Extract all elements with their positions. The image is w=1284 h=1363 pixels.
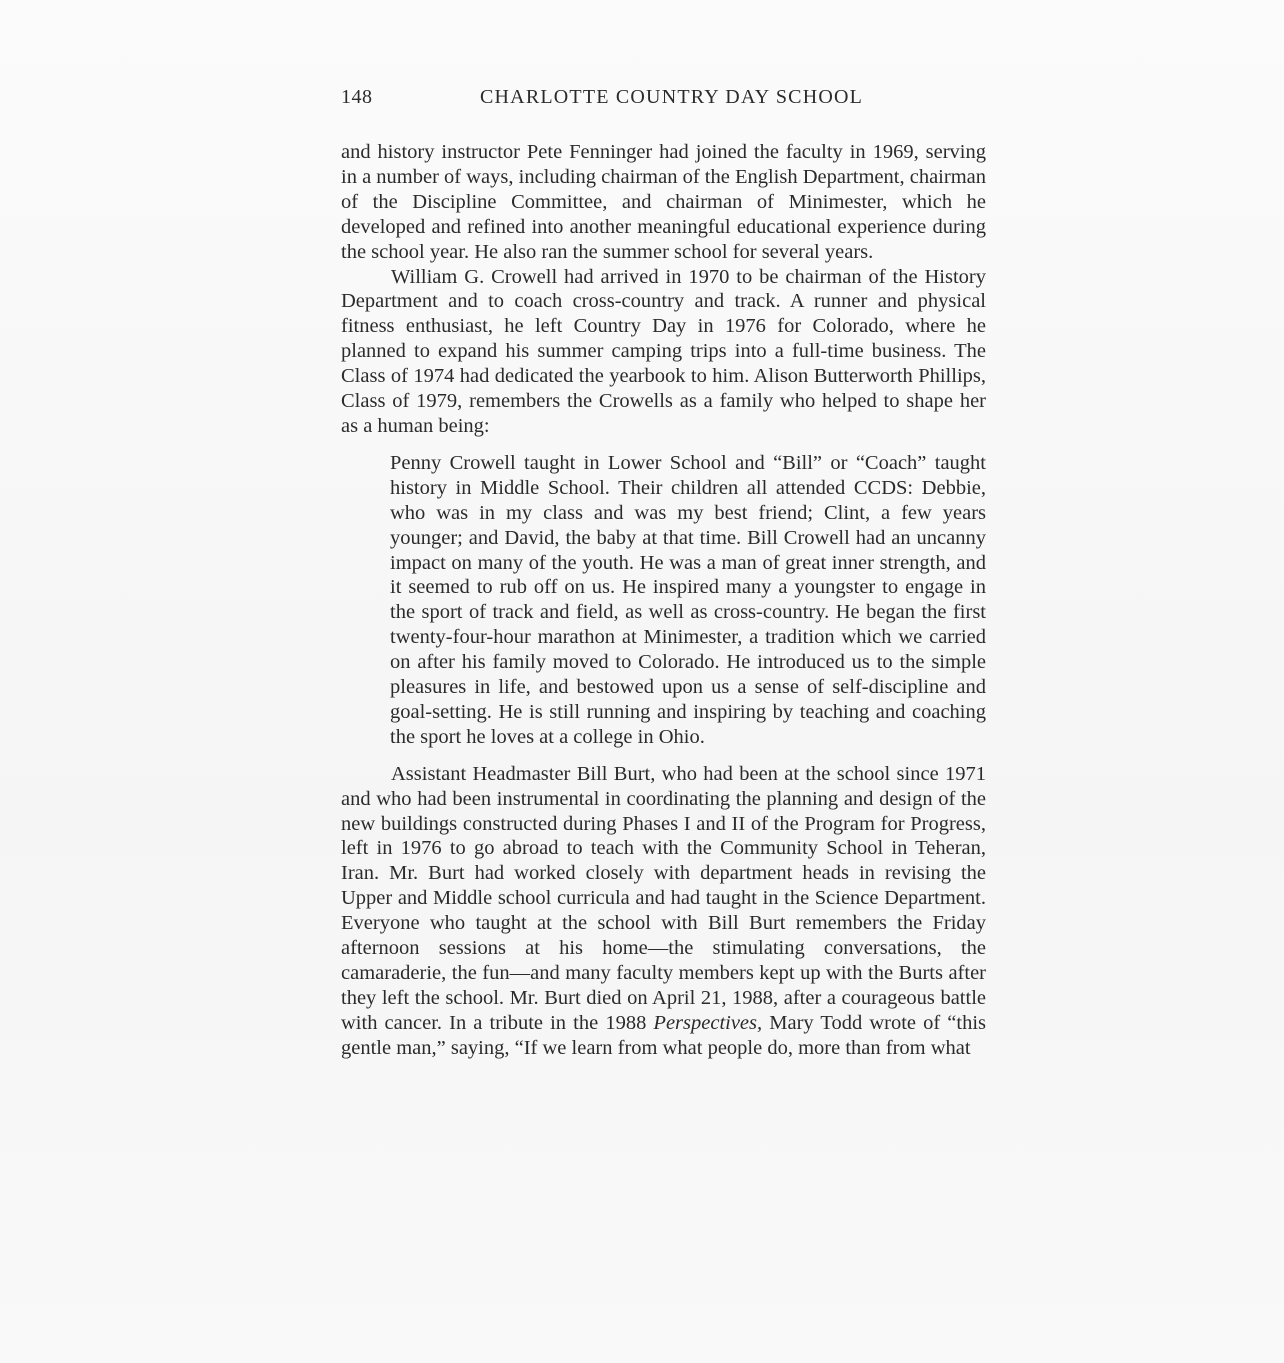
paragraph-burt-text: Assistant Headmaster Bill Burt, who had been at the school since 1971 and who had been instrumental in coordinating the planning and design of the new buildings constructed during Phases I and II of the Program for Progress, left in 1976 to go abroad to teach with the Community School in Teheran, Iran. Mr. Burt had worked closely with department heads in revising the Upper and Middle school curricula and had taught in the Science Department. Everyone who taught at the school with Bill Burt remembers the Friday afternoon sessions at his home—the stimulating conversations, the camaraderie, the fun—and many faculty members kept up with the Burts after they left the school. Mr. Burt died on April 21, 1988, after a courageous battle with cancer. In a tribute in the 1988 (341, 762, 986, 1034)
paragraph-crowell: William G. Crowell had arrived in 1970 to be chairman of the History Department and to coach cross-country and track. A runner and physical fitness enthusiast, he left Country Day in 1976 for Colorado, where he planned to expand his summer camping trips into a full-time business. The Class of 1974 had dedicated the yearbook to him. Alison Butterworth Phillips, Class of 1979, remembers the Crowells as a family who helped to shape her as a human being: (341, 265, 986, 437)
running-head (341, 86, 986, 116)
paragraph-fenninger: and history instructor Pete Fenninger had joined the faculty in 1969, serving in a number of ways, including chairman of the English Department, chairman of the Discipline Committee, and chairman of Minimester, which he developed and refined into another meaningful educational experience during the school year. He also ran the summer school for several years. (341, 141, 986, 263)
block-quote-phillips: Penny Crowell taught in Lower School and “Bill” or “Coach” taught history in Middle School. Their children all attended CCDS: Debbie, who was in my class and was my best friend; Clint, a few years younger; and David, the baby at that time. Bill Crowell had an uncanny impact on many of the youth. He was a man of great inner strength, and it seemed to rub off on us. He inspired many a youngster to engage in the sport of track and field, as well as cross-country. He began the first twenty-four-hour marathon at Minimester, a tradition which we carried on after his family moved to Colorado. He introduced us to the simple pleasures in life, and bestowed upon us a sense of self-discipline and goal-setting. He is still running and inspiring by teaching and coaching the sport he loves at a college in Ohio. (390, 451, 986, 748)
paragraph-burt (341, 762, 986, 1061)
body-text (341, 140, 986, 1061)
page-number: 148 (341, 86, 373, 108)
running-head-title: CHARLOTTE COUNTRY DAY SCHOOL (480, 86, 864, 108)
publication-title: Perspectives, (653, 1011, 763, 1034)
paragraph-burt-text-end: Mary Todd wrote of “this gentle man,” saying, “If we learn from what people do, more than from what (341, 1011, 987, 1059)
